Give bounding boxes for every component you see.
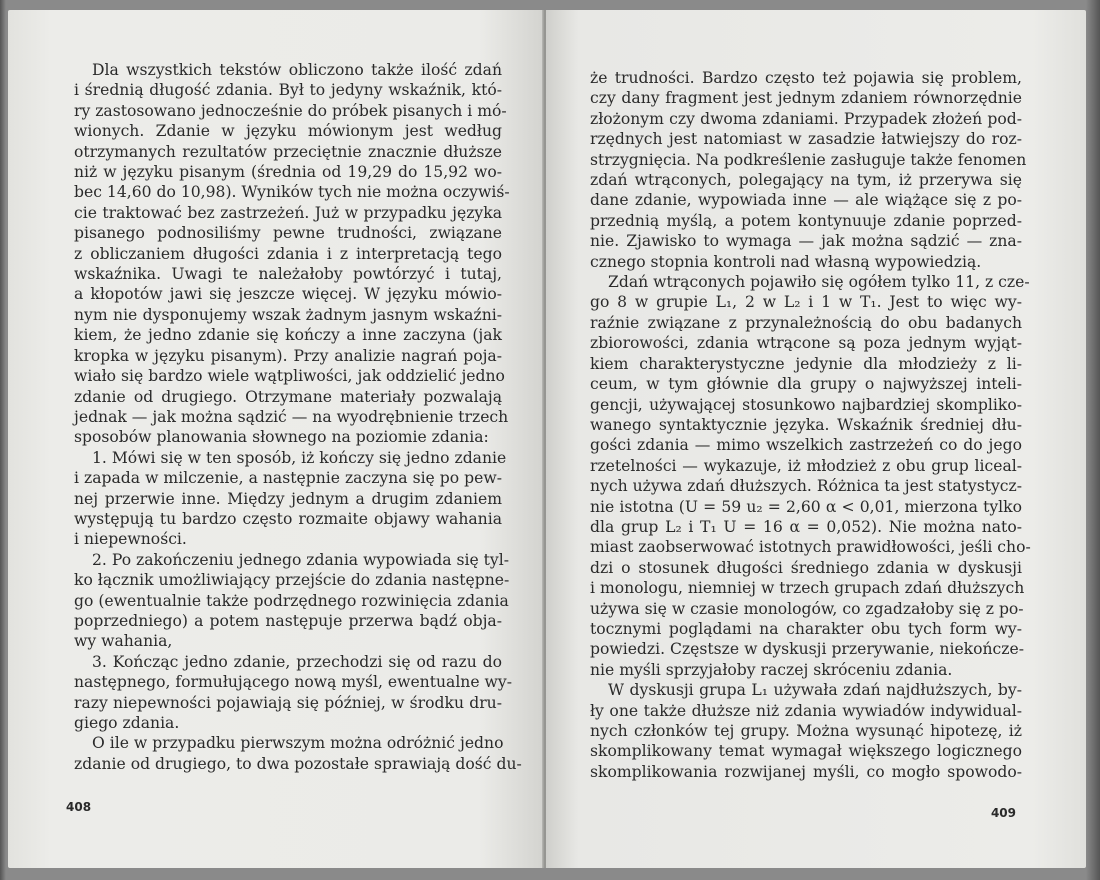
text-line: jednak — jak można sądzić — na wyodrębnienie trzech [74, 407, 509, 426]
text-line: Dla wszystkich tekstów obliczono także ilość zdań [92, 61, 502, 79]
text-line: O ile w przypadku pierwszym można odróżnić jedno [92, 734, 504, 753]
text-line: nych używa zdań dłuższych. Różnica ta jest statystycz- [590, 477, 1022, 496]
text-line: ko łącznik umożliwiający przejście do zdania następne- [74, 571, 510, 590]
text-line: strzygnięcia. Na podkreślenie zasługuje także fenomen [590, 150, 1027, 169]
text-line: występują tu bardzo często rozmaite objawy wahania [74, 509, 502, 528]
text-line: kropka w języku pisanym). Przy analizie nagrań poja- [74, 346, 502, 365]
text-line: rzędnych jest natomiast w zasadzie łatwiejszy do roz- [590, 130, 1022, 149]
text-line: gości zdania — mimo wszelkich zastrzeżeń co do jego [590, 436, 1022, 455]
text-line: używa się w czasie monologów, co zgadzałoby się z po- [590, 599, 1024, 618]
text-line: wy wahania, [74, 632, 173, 651]
text-line: miast zaobserwować istotnych prawidłowości, jeśli cho- [590, 538, 1031, 557]
text-line: nej przerwie inne. Między jednym a drugim zdaniem [74, 489, 502, 508]
text-line: zdanie od drugiego. Otrzymane materiały pozwalają [74, 387, 502, 406]
text-line: 2. Po zakończeniu jednego zdania wypowiada się tyl- [92, 550, 509, 569]
text-line: raźnie związane z przynależnością do obu badanych [590, 313, 1022, 332]
text-line: skomplikowany temat wymagał większego logicznego [590, 742, 1022, 761]
text-line: tocznymi poglądami na charakter obu tych form wy- [590, 619, 1022, 638]
text-line: złożonym czy dwoma zdaniami. Przypadek złożeń pod- [590, 109, 1022, 128]
text-line: kiem, że jedno zdanie się kończy a inne zaczyna (jak [74, 326, 502, 345]
text-line: sposobów planowania słownego na poziomie zdania: [74, 428, 489, 447]
text-line: nym nie dysponujemy wszak żadnym jasnym wskaźni- [74, 305, 502, 324]
text-line: wskaźnika. Uwagi te należałoby powtórzyć i tutaj, [74, 265, 502, 284]
text-line: niż w języku pisanym (średnia od 19,29 do 15,92 wo- [74, 163, 502, 182]
text-line: bec 14,60 do 10,98). Wyników tych nie można oczywiś- [74, 183, 510, 202]
text-line: i średnią długość zdania. Był to jedyny wskaźnik, któ- [74, 81, 502, 100]
text-line: ceum, w tym głównie dla grupy o najwyższej inteli- [590, 375, 1022, 394]
text-line: zdań wtrąconych, polegający na tym, iż przerywa się [590, 171, 1022, 190]
text-line: że trudności. Bardzo często też pojawia się problem, [590, 69, 1022, 87]
left-page-text [74, 60, 522, 774]
text-line: go (ewentualnie także podrzędnego rozwinięcia zdania [74, 591, 509, 610]
text-line: a kłopotów jawi się jeszcze więcej. W języku mówio- [74, 285, 502, 304]
text-line: 3. Kończąc jedno zdanie, przechodzi się od razu do [92, 652, 502, 671]
text-line: ry zastosowano jednocześnie do próbek pisanych i mó- [74, 101, 507, 120]
text-line: dla grup L₂ i T₁ U = 16 α = 0,052). Nie można nato- [590, 517, 1022, 536]
text-line: ły one także dłuższe niż zdania wywiadów indywidual- [590, 701, 1022, 720]
left-page [8, 10, 544, 868]
text-line: zbiorowości, zdania wtrącone są poza jednym wyjąt- [590, 334, 1022, 353]
text-line: z obliczaniem długości zdania i z interpretacją tego [74, 244, 502, 263]
text-line: czy dany fragment jest jednym zdaniem równorzędnie [590, 89, 1022, 108]
text-line: wionych. Zdanie w języku mówionym jest według [74, 122, 502, 141]
text-line: przednią myślą, a potem kontynuuje zdanie poprzed- [590, 211, 1022, 230]
text-line: nie myśli sprzyjałoby raczej skróceniu zdania. [590, 660, 953, 679]
right-page [546, 10, 1086, 868]
text-line: wiało się bardzo wiele wątpliwości, jak oddzielić jedno [74, 367, 505, 386]
text-line: W dyskusji grupa L₁ używała zdań najdłuższych, by- [608, 681, 1022, 700]
text-line: zdanie od drugiego, to dwa pozostałe sprawiają dość du- [74, 754, 522, 773]
text-line: nych członków tej grupy. Można wysunąć hipotezę, iż [590, 722, 1022, 740]
text-line: pisanego podnosiliśmy pewne trudności, związane [74, 224, 502, 243]
text-line: skomplikowania rozwijanej myśli, co mogło spowodo- [590, 762, 1022, 781]
text-line: i zapada w milczenie, a następnie zaczyna się po pew- [74, 469, 502, 488]
text-line: cznego stopnia kontroli nad własną wypowiedzią. [590, 252, 982, 271]
text-line: i monologu, niemniej w trzech grupach zdań dłuższych [590, 579, 1025, 598]
text-line: 1. Mówi się w ten sposób, iż kończy się jedno zdanie [92, 448, 507, 467]
right-page-number: 409 [990, 806, 1016, 820]
text-line: dane zdanie, wypowiada inne — ale wiążące się z po- [590, 191, 1022, 210]
text-line: go 8 w grupie L₁, 2 w L₂ i 1 w T₁. Jest to więc wy- [590, 293, 1022, 312]
right-page-text [590, 68, 1031, 782]
text-line: giego zdania. [74, 714, 180, 732]
text-line: rzetelności — wykazuje, iż młodzież z obu grup liceal- [590, 456, 1022, 475]
text-line: gencji, używającej stosunkowo najbardziej skompliko- [590, 395, 1022, 414]
text-line: powiedzi. Częstsze w dyskusji przerywanie, niekończe- [590, 640, 1024, 659]
text-line: następnego, formułującego nową myśl, ewentualne wy- [74, 673, 512, 692]
text-line: nie. Zjawisko to wymaga — jak można sądzić — zna- [590, 232, 1022, 251]
text-line: razy niepewności pojawiają się później, w środku dru- [74, 693, 502, 712]
text-line: Zdań wtrąconych pojawiło się ogółem tylko 11, z cze- [608, 273, 1030, 292]
text-line: nie istotna (U = 59 u₂ = 2,60 α < 0,01, mierzona tylko [590, 497, 1022, 516]
text-line: wanego syntaktycznie języka. Wskaźnik średniej dłu- [590, 415, 1022, 434]
text-line: otrzymanych rezultatów przeciętnie znacznie dłuższe [74, 142, 502, 161]
text-line: dzi o stosunek długości średniego zdania w dyskusji [590, 558, 1022, 577]
text-line: cie traktować bez zastrzeżeń. Już w przypadku języka [74, 203, 502, 222]
text-line: poprzedniego) a potem następuje przerwa bądź obja- [74, 611, 502, 630]
text-line: i niepewności. [74, 530, 187, 549]
left-page-number: 408 [66, 800, 92, 814]
text-line: kiem charakterystyczne jedynie dla młodzieży z li- [590, 354, 1022, 373]
